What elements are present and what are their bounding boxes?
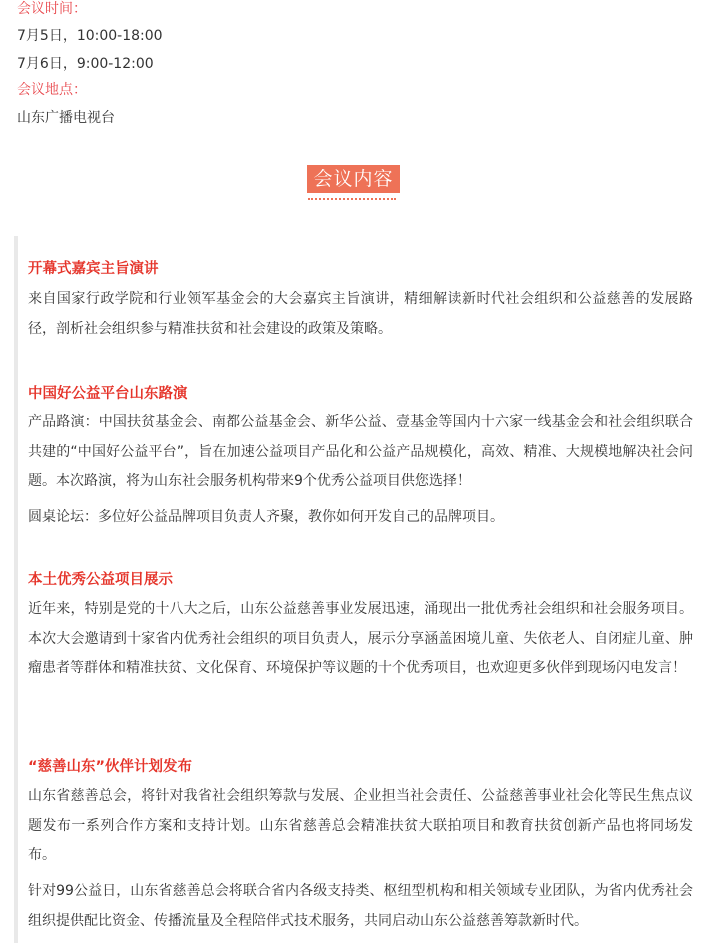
section-title-underline bbox=[308, 198, 396, 200]
agenda-content bbox=[14, 236, 700, 943]
item-paragraph: 近年来，特别是党的十八大之后，山东公益慈善事业发展迅速，涌现出一批优秀社会组织和社会服务项目。本次大会邀请到十家省内优秀社会组织的项目负责人，展示分享涵盖困境儿童、失依老人、自闭症儿童、肿瘤患者等群体和精准扶贫、文化保育、环境保护等议题的十个优秀项目，也欢迎更多伙伴到现场闪电发言！ bbox=[28, 601, 693, 676]
section-title: 会议内容 bbox=[307, 165, 399, 193]
item-title-roadshow: 中国好公益平台山东路演 bbox=[28, 386, 188, 402]
item-title-opening-speech: 开幕式嘉宾主旨演讲 bbox=[28, 261, 159, 277]
item-paragraph: 产品路演：中国扶贫基金会、南都公益基金会、新华公益、壹基金等国内十六家一线基金会和社会组织联合共建的“中国好公益平台”，旨在加速公益项目产品化和公益产品规模化，高效、精准、大规模地解决社会问题。本次路演，将为山东社会服务机构带来9个优秀公益项目供您选择！ bbox=[28, 414, 693, 489]
meeting-place-label: 会议地点： bbox=[17, 82, 87, 98]
meeting-time-label: 会议时间： bbox=[17, 1, 87, 17]
meeting-date-2: 7月6日，9:00-12:00 bbox=[17, 56, 154, 72]
section-title-container bbox=[0, 165, 707, 193]
item-paragraph: 圆桌论坛：多位好公益品牌项目负责人齐聚，教你如何开发自己的品牌项目。 bbox=[28, 509, 504, 525]
item-paragraph: 针对99公益日，山东省慈善总会将联合省内各级支持类、枢纽型机构和相关领域专业团队，为省内优秀社会组织提供配比资金、传播流量及全程陪伴式技术服务，共同启动山东公益慈善筹款新时代。 bbox=[28, 883, 693, 929]
meeting-place-value: 山东广播电视台 bbox=[17, 110, 115, 126]
meeting-date-1: 7月5日，10:00-18:00 bbox=[17, 28, 163, 44]
item-paragraph: 山东省慈善总会，将针对我省社会组织筹款与发展、企业担当社会责任、公益慈善事业社会化等民生焦点议题发布一系列合作方案和支持计划。山东省慈善总会精准扶贫大联拍项目和教育扶贫创新产品也将同场发布。 bbox=[28, 788, 693, 863]
item-paragraph: 来自国家行政学院和行业领军基金会的大会嘉宾主旨演讲，精细解读新时代社会组织和公益慈善的发展路径，剖析社会组织参与精准扶贫和社会建设的政策及策略。 bbox=[28, 291, 693, 337]
item-title-partner-plan: “慈善山东”伙伴计划发布 bbox=[28, 759, 193, 775]
item-title-local-projects: 本土优秀公益项目展示 bbox=[28, 572, 173, 588]
